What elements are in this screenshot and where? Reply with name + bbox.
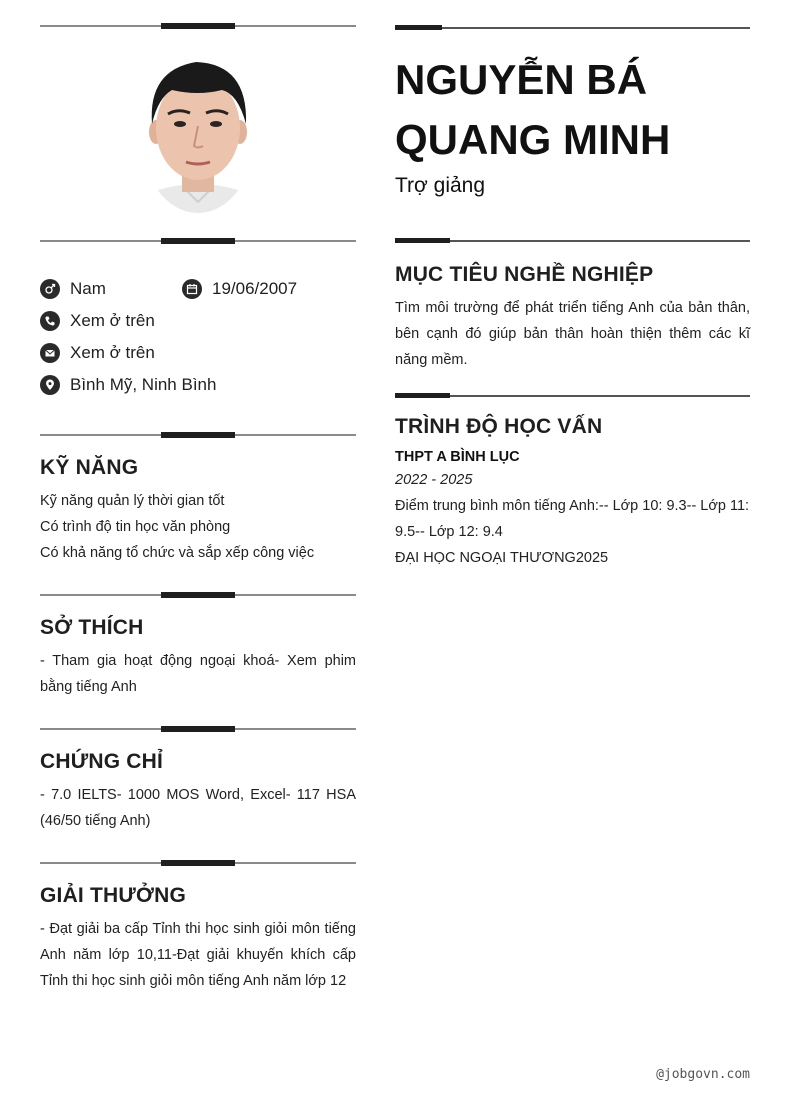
certificates-text: - 7.0 IELTS- 1000 MOS Word, Excel- 117 HSA (46/50 tiếng Anh) [40,787,356,829]
portrait-photo [138,50,258,214]
education-title: TRÌNH ĐỘ HỌC VẤN [395,415,603,438]
certificates-title: CHỨNG CHỈ [40,750,164,773]
location-icon [40,375,60,395]
job-title: Trợ giảng [395,174,486,197]
education-school: THPT A BÌNH LỤC [395,449,520,465]
phone-text: Xem ở trên [70,311,155,330]
email-text: Xem ở trên [70,343,155,362]
hobbies-divider [40,590,356,600]
birthday-row [182,279,297,299]
objective-text: Tìm môi trường để phát triển tiếng Anh của bản thân, bên cạnh đó giúp bản thân hoàn thiện thêm các kĩ năng mềm. [395,300,750,368]
address-text: Bình Mỹ, Ninh Bình [70,375,217,394]
education-details: Điểm trung bình môn tiếng Anh:-- Lớp 10: 9.3-- Lớp 11: 9.5-- Lớp 12: 9.4 [395,498,750,540]
education-years: 2022 - 2025 [395,472,473,488]
gender-row [40,279,106,299]
mail-icon [40,343,60,363]
watermark: @jobgovn.com [656,1067,750,1082]
education-divider [395,391,750,401]
objective-divider [395,236,750,246]
gender-icon [40,279,60,299]
skills-list [40,488,356,566]
skill-item: Kỹ năng quản lý thời gian tốt [40,493,225,509]
phone-icon [40,311,60,331]
skills-title: KỸ NĂNG [40,456,139,479]
address-row [40,375,216,395]
awards-title: GIẢI THƯỞNG [40,884,187,907]
education-extra: ĐẠI HỌC NGOẠI THƯƠNG2025 [395,550,609,566]
objective-title: MỤC TIÊU NGHỀ NGHIỆP [395,263,654,286]
gender-text: Nam [70,279,106,298]
hobbies-text: - Tham gia hoạt động ngoại khoá- Xem phim bằng tiếng Anh [40,653,356,695]
hobbies-title: SỞ THÍCH [40,616,144,639]
skill-item: Có khả năng tổ chức và sắp xếp công việc [40,545,315,561]
skill-item: Có trình độ tin học văn phòng [40,519,231,535]
awards-divider [40,858,356,868]
skills-divider [40,430,356,440]
photo-bottom-divider [40,236,356,246]
photo-top-divider [40,21,356,31]
email-row [40,343,155,363]
birthday-text: 19/06/2007 [212,279,298,298]
certificates-divider [40,724,356,734]
awards-text: - Đạt giải ba cấp Tỉnh thi học sinh giỏi môn tiếng Anh năm lớp 10,11-Đạt giải khuyến khích cấp Tỉnh thi học sinh giỏi môn tiếng Anh năm lớp 12 [40,921,356,989]
candidate-name: NGUYỄN BÁ QUANG MINH [395,56,671,163]
phone-row [40,311,155,331]
calendar-icon [182,279,202,299]
name-top-divider [395,23,750,33]
